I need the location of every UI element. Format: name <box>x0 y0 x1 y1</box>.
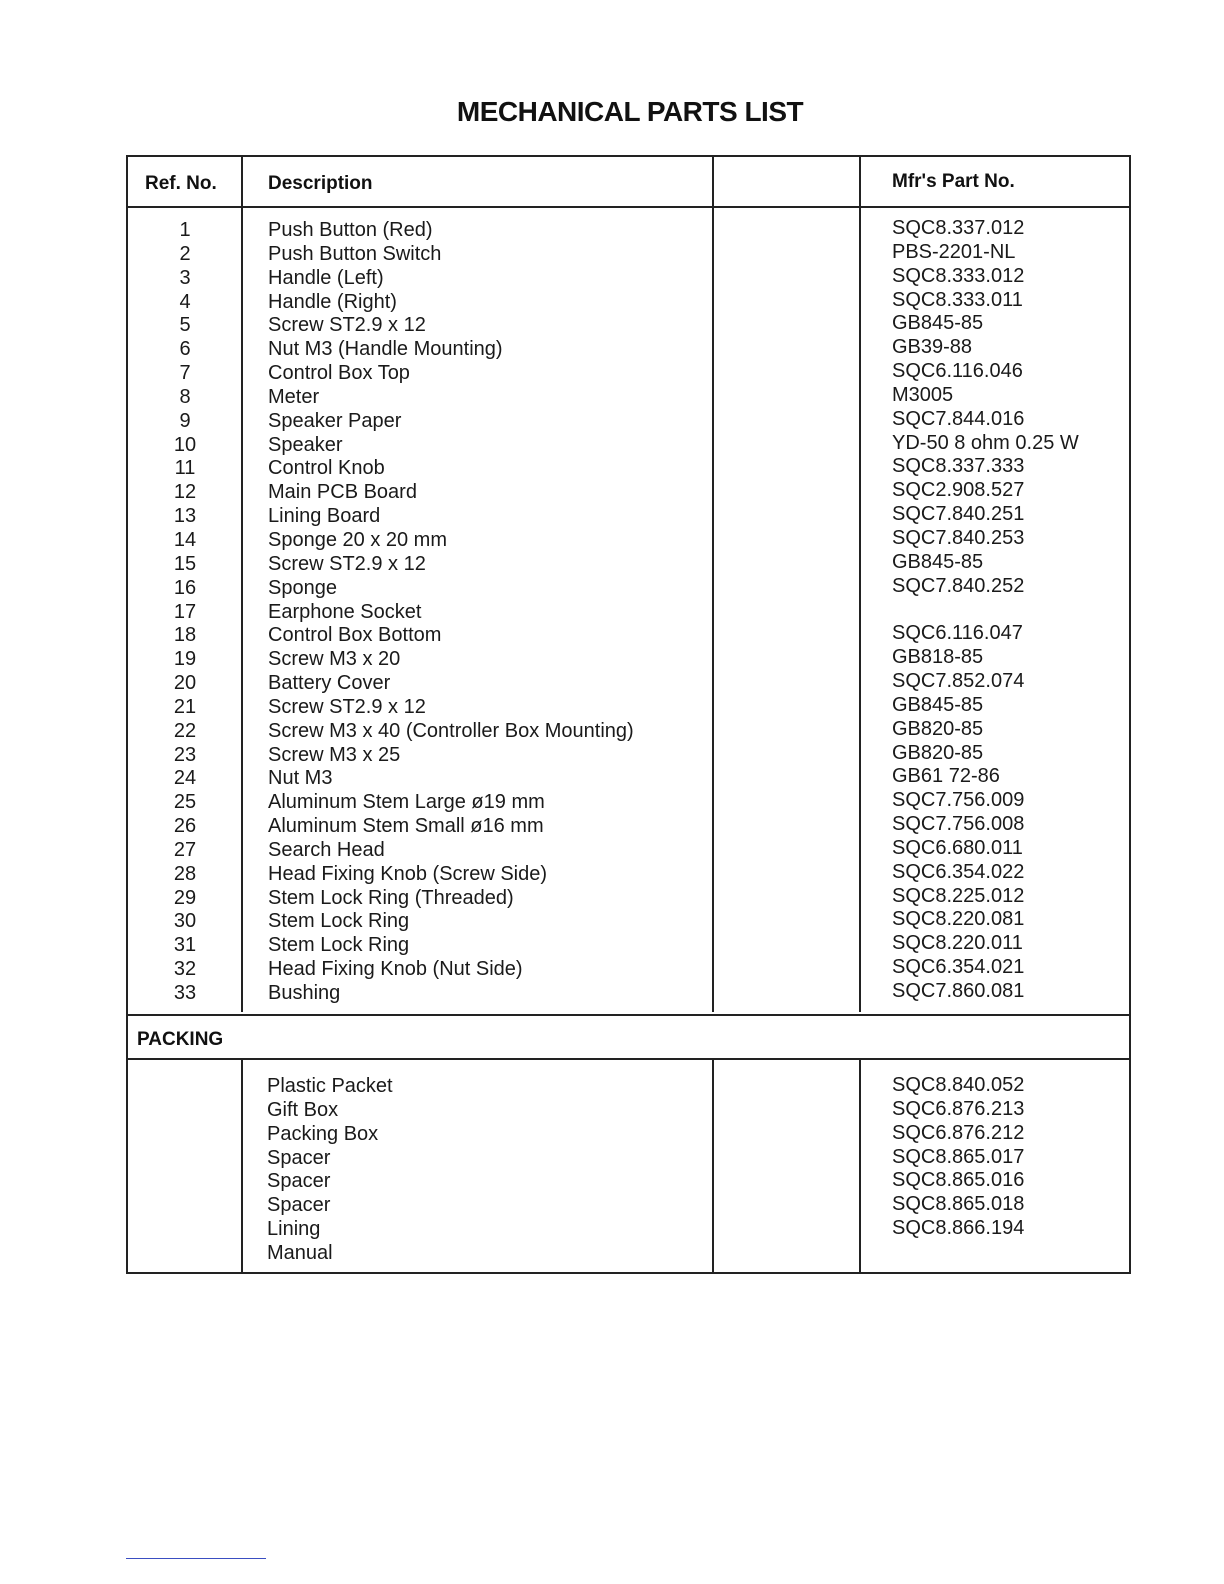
header-part-no: Mfr's Part No. <box>892 171 1015 192</box>
part-number: SQC6.116.046 <box>892 360 1023 383</box>
column-divider <box>712 1058 714 1274</box>
part-ref-no: 20 <box>173 672 197 695</box>
part-description: Control Knob <box>268 457 385 480</box>
packing-description: Manual <box>267 1241 333 1264</box>
part-description: Nut M3 (Handle Mounting) <box>268 338 503 361</box>
part-ref-no: 2 <box>179 242 191 265</box>
column-divider <box>712 157 714 1012</box>
ref-column <box>128 219 242 1006</box>
part-number: SQC6.680.011 <box>892 836 1023 859</box>
part-number: SQC8.220.011 <box>892 932 1023 955</box>
part-description: Screw ST2.9 x 12 <box>268 695 426 718</box>
part-ref-no: 32 <box>173 958 197 981</box>
header-description: Description <box>268 173 373 194</box>
part-number: SQC7.756.008 <box>892 813 1025 836</box>
part-description: Speaker Paper <box>268 409 402 432</box>
part-ref-no: 30 <box>173 910 197 933</box>
part-ref-no: 17 <box>173 600 197 623</box>
part-no-column <box>892 217 1079 1004</box>
part-number: SQC6.116.047 <box>892 622 1023 645</box>
part-number: SQC7.844.016 <box>892 407 1025 430</box>
packing-description: Spacer <box>267 1146 331 1169</box>
part-description: Push Button Switch <box>268 242 442 265</box>
parts-table <box>126 155 1131 1274</box>
part-number: M3005 <box>892 383 954 406</box>
packing-part-number: SQC6.876.213 <box>892 1097 1025 1120</box>
part-description: Aluminum Stem Small ø16 mm <box>268 815 544 838</box>
part-ref-no: 23 <box>173 743 197 766</box>
part-number: SQC2.908.527 <box>892 479 1025 502</box>
packing-part-number: SQC8.865.016 <box>892 1169 1025 1192</box>
packing-description: Packing Box <box>267 1122 379 1145</box>
part-ref-no: 15 <box>173 552 197 575</box>
part-description: Battery Cover <box>268 672 391 695</box>
part-ref-no: 3 <box>179 266 191 289</box>
part-description: Meter <box>268 385 320 408</box>
part-description: Earphone Socket <box>268 600 422 623</box>
part-description: Handle (Right) <box>268 290 397 313</box>
part-number: SQC7.840.253 <box>892 526 1025 549</box>
part-ref-no: 13 <box>173 505 197 528</box>
part-ref-no: 18 <box>173 624 197 647</box>
part-number <box>892 599 1079 623</box>
packing-part-number: SQC8.840.052 <box>892 1074 1025 1096</box>
part-ref-no: 24 <box>173 767 197 790</box>
column-divider <box>859 157 861 1012</box>
part-description: Screw M3 x 20 <box>268 648 401 671</box>
part-ref-no: 11 <box>174 457 196 480</box>
part-ref-no: 6 <box>179 338 191 361</box>
part-ref-no: 27 <box>173 838 197 861</box>
part-number: SQC7.852.074 <box>892 670 1025 693</box>
part-number: SQC8.337.333 <box>892 455 1025 478</box>
section-rule <box>128 1058 1129 1060</box>
part-number: SQC8.337.012 <box>892 217 1025 239</box>
part-ref-no: 19 <box>173 648 197 671</box>
part-ref-no: 26 <box>173 815 197 838</box>
part-ref-no: 8 <box>179 385 191 408</box>
part-number: SQC7.840.251 <box>892 503 1025 526</box>
part-number: PBS-2201-NL <box>892 240 1016 263</box>
part-description: Control Box Bottom <box>268 624 442 647</box>
part-description: Sponge 20 x 20 mm <box>268 528 447 551</box>
part-ref-no: 4 <box>179 290 191 313</box>
part-number: GB845-85 <box>892 693 984 716</box>
description-column <box>268 219 634 1006</box>
part-description: Stem Lock Ring <box>268 934 410 957</box>
part-description: Screw M3 x 25 <box>268 743 401 766</box>
part-number: SQC7.840.252 <box>892 574 1025 597</box>
part-description: Main PCB Board <box>268 481 417 504</box>
part-number: GB61 72-86 <box>892 765 1000 788</box>
packing-part-number: SQC8.866.194 <box>892 1217 1025 1240</box>
packing-part-number: SQC8.865.017 <box>892 1145 1025 1168</box>
part-number: SQC7.860.081 <box>892 980 1025 1002</box>
packing-part-number: SQC6.876.212 <box>892 1121 1025 1144</box>
part-ref-no: 31 <box>173 934 197 957</box>
part-ref-no: 28 <box>173 862 197 885</box>
part-description: Screw ST2.9 x 12 <box>268 552 426 575</box>
part-description: Bushing <box>268 982 341 1004</box>
part-description: Handle (Left) <box>268 266 384 289</box>
part-ref-no: 14 <box>173 528 197 551</box>
part-description: Control Box Top <box>268 362 410 385</box>
part-description: Stem Lock Ring <box>268 910 410 933</box>
page-title: MECHANICAL PARTS LIST <box>456 96 804 127</box>
packing-description: Gift Box <box>267 1098 339 1121</box>
packing-description: Spacer <box>267 1170 331 1193</box>
part-ref-no: 5 <box>179 314 191 337</box>
column-divider <box>859 1058 861 1274</box>
part-ref-no: 1 <box>179 219 191 241</box>
part-description: Push Button (Red) <box>268 219 433 241</box>
part-number: GB845-85 <box>892 312 984 335</box>
part-description: Search Head <box>268 838 385 861</box>
part-ref-no: 12 <box>173 481 197 504</box>
packing-description-column <box>267 1075 393 1266</box>
part-number: SQC8.333.011 <box>892 288 1023 311</box>
part-description: Nut M3 <box>268 767 333 790</box>
part-number: SQC6.354.021 <box>892 956 1025 979</box>
packing-description: Spacer <box>267 1194 331 1217</box>
part-description: Aluminum Stem Large ø19 mm <box>268 791 545 814</box>
part-number: SQC8.333.012 <box>892 264 1025 287</box>
part-number: GB845-85 <box>892 550 984 573</box>
header-rule <box>128 206 1129 208</box>
part-description: Head Fixing Knob (Screw Side) <box>268 862 548 885</box>
part-number: GB820-85 <box>892 717 984 740</box>
part-number: SQC8.225.012 <box>892 884 1025 907</box>
part-ref-no: 22 <box>173 719 197 742</box>
part-number: GB818-85 <box>892 646 984 669</box>
part-ref-no: 21 <box>173 695 197 718</box>
section-rule <box>128 1014 1129 1016</box>
part-description: Screw ST2.9 x 12 <box>268 314 426 337</box>
part-ref-no: 29 <box>173 886 197 909</box>
part-ref-no: 33 <box>173 982 197 1004</box>
column-divider <box>241 1058 243 1274</box>
part-description: Screw M3 x 40 (Controller Box Mounting) <box>268 719 634 742</box>
packing-label: PACKING <box>137 1029 224 1050</box>
packing-description: Plastic Packet <box>267 1075 393 1097</box>
part-number: SQC6.354.022 <box>892 860 1025 883</box>
part-number: SQC7.756.009 <box>892 789 1025 812</box>
part-number: GB820-85 <box>892 741 984 764</box>
part-ref-no: 16 <box>173 576 197 599</box>
part-number: SQC8.220.081 <box>892 908 1025 931</box>
packing-part-number: SQC8.865.018 <box>892 1193 1025 1216</box>
part-description: Sponge <box>268 576 337 599</box>
part-ref-no: 25 <box>173 791 197 814</box>
part-ref-no: 10 <box>173 433 197 456</box>
part-number: GB39-88 <box>892 336 973 359</box>
part-ref-no: 7 <box>179 362 191 385</box>
part-description: Head Fixing Knob (Nut Side) <box>268 958 523 981</box>
packing-part-no-column <box>892 1074 1024 1265</box>
part-ref-no: 9 <box>179 409 191 432</box>
packing-part-number <box>892 1241 1024 1265</box>
packing-description: Lining <box>267 1218 321 1241</box>
part-description: Stem Lock Ring (Threaded) <box>268 886 514 909</box>
part-description: Lining Board <box>268 505 381 528</box>
part-description: Speaker <box>268 433 343 456</box>
footer-rule <box>126 1558 266 1559</box>
part-number: YD-50 8 ohm 0.25 W <box>892 431 1079 454</box>
header-ref-no: Ref. No. <box>145 173 217 194</box>
